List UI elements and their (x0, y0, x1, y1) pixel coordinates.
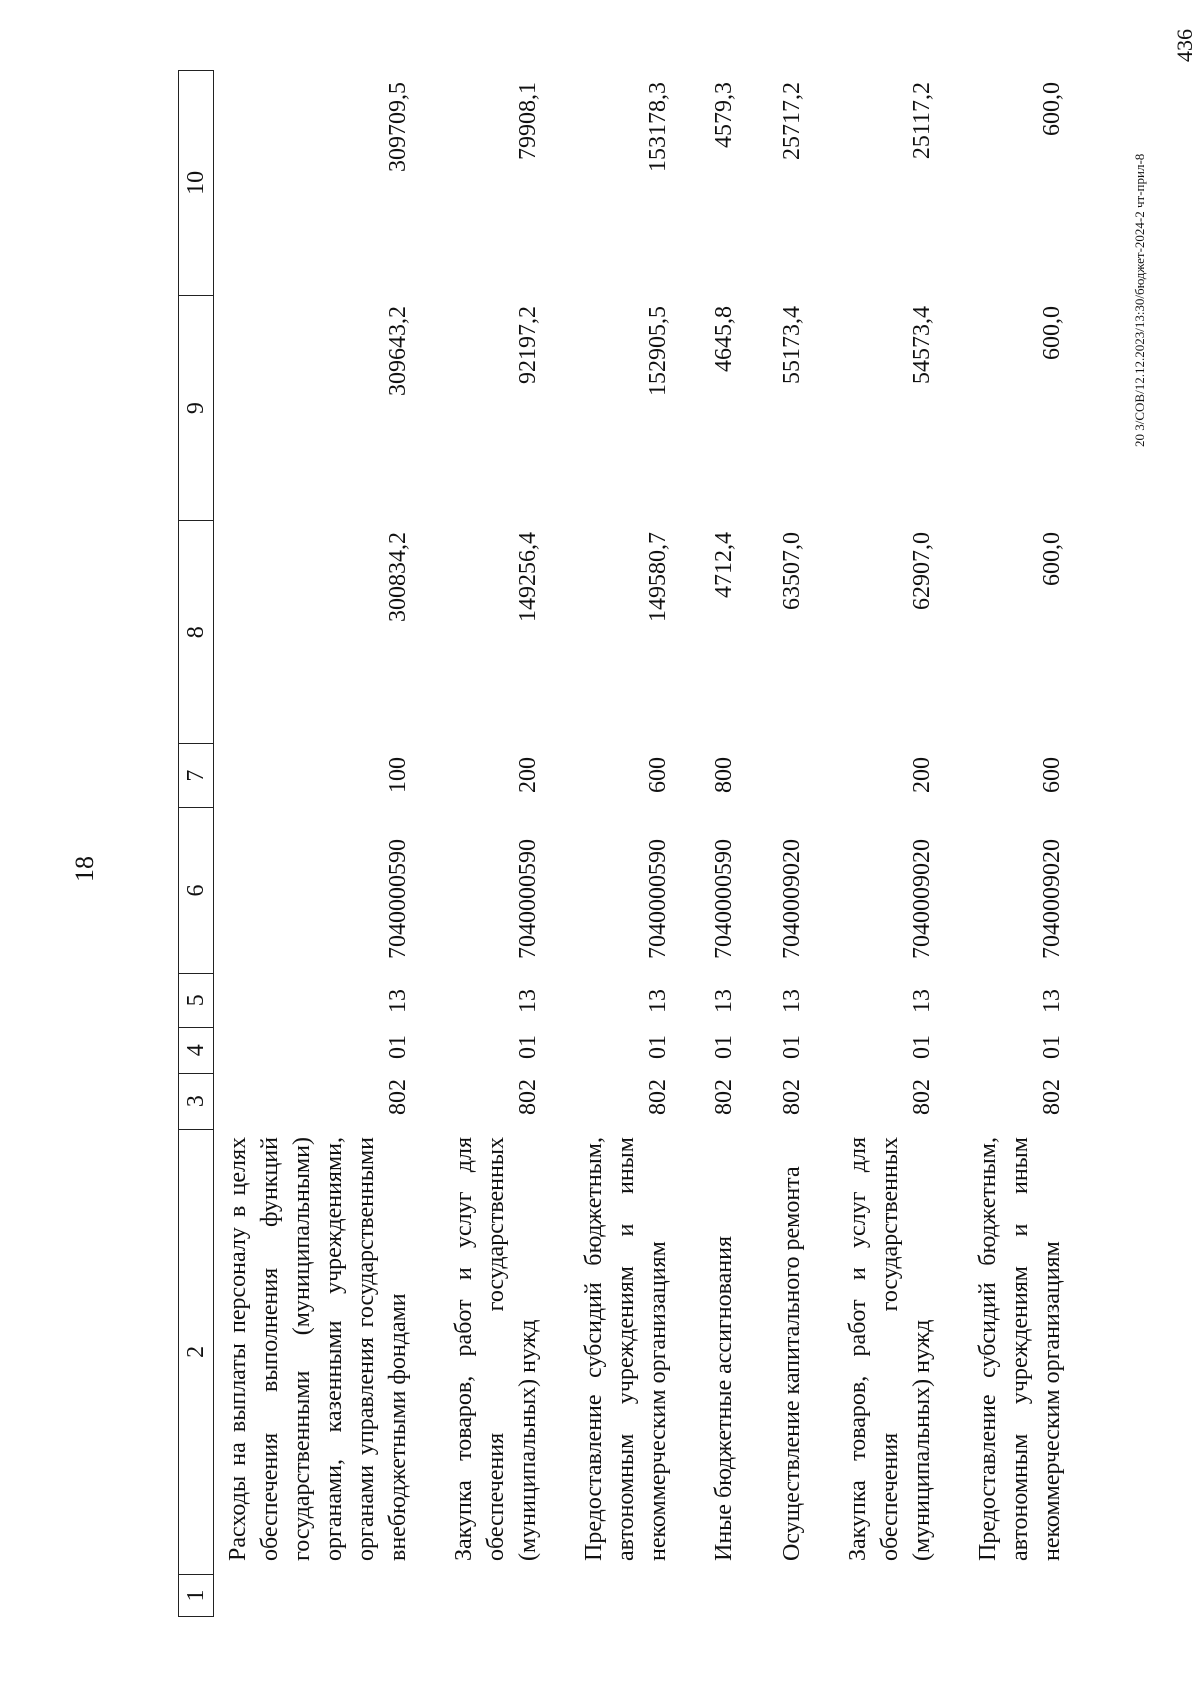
cell-col-6: 7040000590 (385, 839, 411, 959)
cell-col-7: 600 (1039, 757, 1065, 793)
cell-col-3: 802 (385, 1079, 411, 1115)
cell-col-4: 01 (779, 1035, 805, 1059)
row-description: Иные бюджетные ассигнования (711, 1236, 737, 1561)
cell-col-3: 802 (515, 1079, 541, 1115)
cell-col-4: 01 (711, 1035, 737, 1059)
cell-col-4: 01 (645, 1035, 671, 1059)
cell-col-6: 7040009020 (909, 839, 935, 959)
cell-col-6: 7040000590 (515, 839, 541, 959)
cell-col-7: 200 (909, 757, 935, 793)
cell-col-4: 01 (1039, 1035, 1065, 1059)
row-description: Расходы на выплаты персоналу в целях обеспечения выполнения функций государственными (муниципальными) органами, казенными учреждениями, органами управления государственными внебюджетными фондами (225, 1137, 411, 1561)
row-description: Осуществление капитального ремонта (779, 1166, 805, 1561)
table-row (776, 70, 808, 1617)
cell-col-6: 7040009020 (1039, 839, 1065, 959)
table-header (178, 70, 214, 1617)
cell-col-5: 13 (779, 989, 805, 1013)
row-description: Предоставление субсидий бюджетным, автономным учреждениям и иным некоммерческим организациям (581, 1137, 671, 1561)
cell-col-3: 802 (645, 1079, 671, 1115)
cell-col-5: 13 (515, 989, 541, 1013)
cell-col-9: 92197,2 (515, 306, 541, 384)
table-row (972, 70, 1068, 1617)
cell-col-7: 600 (645, 757, 671, 793)
table-row (708, 70, 740, 1617)
cell-col-5: 13 (909, 989, 935, 1013)
page-number: 18 (70, 856, 99, 882)
cell-col-8: 62907,0 (909, 532, 935, 610)
cell-col-10: 153178,3 (645, 82, 671, 172)
header-col-9: 9 (179, 295, 213, 521)
cell-col-5: 13 (711, 989, 737, 1013)
cell-col-9: 309643,2 (385, 306, 411, 396)
cell-col-8: 149256,4 (515, 532, 541, 622)
cell-col-7: 200 (515, 757, 541, 793)
cell-col-6: 7040000590 (711, 839, 737, 959)
row-description: Закупка товаров, работ и услуг для обеспечения государственных (муниципальных) нужд (845, 1137, 935, 1561)
cell-col-7: 800 (711, 757, 737, 793)
cell-col-8: 4712,4 (711, 532, 737, 598)
row-description: Предоставление субсидий бюджетным, автономным учреждениям и иным некоммерческим организациям (975, 1137, 1065, 1561)
header-col-6: 6 (179, 807, 213, 973)
table-row (578, 70, 674, 1617)
header-col-2: 2 (179, 1129, 213, 1574)
cell-col-3: 802 (909, 1079, 935, 1115)
cell-col-10: 25117,2 (909, 82, 935, 160)
cell-col-9: 152905,5 (645, 306, 671, 396)
cell-col-9: 54573,4 (909, 306, 935, 384)
cell-col-10: 4579,3 (711, 82, 737, 148)
cell-col-3: 802 (1039, 1079, 1065, 1115)
header-col-3: 3 (179, 1073, 213, 1129)
cell-col-9: 600,0 (1039, 306, 1065, 360)
cell-col-3: 802 (779, 1079, 805, 1115)
document-code: 20 3/СОВ/12.12.2023/13:30/бюджет-2024-2 чт-прил-8 (1132, 153, 1147, 447)
cell-col-10: 25717,2 (779, 82, 805, 160)
cell-col-4: 01 (385, 1035, 411, 1059)
cell-col-6: 7040000590 (645, 839, 671, 959)
cell-col-3: 802 (711, 1079, 737, 1115)
table-row (842, 70, 938, 1617)
cell-col-9: 55173,4 (779, 306, 805, 384)
cell-col-6: 7040009020 (779, 839, 805, 959)
header-col-5: 5 (179, 973, 213, 1027)
cell-col-9: 4645,8 (711, 306, 737, 372)
header-col-7: 7 (179, 743, 213, 807)
cell-col-5: 13 (1039, 989, 1065, 1013)
cell-col-8: 600,0 (1039, 532, 1065, 586)
cell-col-10: 79908,1 (515, 82, 541, 160)
cell-col-5: 13 (385, 989, 411, 1013)
cell-col-4: 01 (515, 1035, 541, 1059)
table-row (222, 70, 414, 1617)
cell-col-10: 600,0 (1039, 82, 1065, 136)
header-col-8: 8 (179, 520, 213, 743)
cell-col-8: 300834,2 (385, 532, 411, 622)
cell-col-7: 100 (385, 757, 411, 793)
cell-col-8: 63507,0 (779, 532, 805, 610)
table-row (448, 70, 544, 1617)
cell-col-4: 01 (909, 1035, 935, 1059)
header-col-4: 4 (179, 1027, 213, 1073)
header-col-1: 1 (179, 1574, 213, 1616)
row-description: Закупка товаров, работ и услуг для обеспечения государственных (муниципальных) нужд (451, 1137, 541, 1561)
cell-col-8: 149580,7 (645, 532, 671, 622)
budget-table (178, 70, 1068, 1617)
table-body (222, 70, 1068, 1617)
sheet-number: 436 (1172, 29, 1197, 62)
cell-col-10: 309709,5 (385, 82, 411, 172)
cell-col-5: 13 (645, 989, 671, 1013)
header-col-10: 10 (182, 170, 209, 195)
